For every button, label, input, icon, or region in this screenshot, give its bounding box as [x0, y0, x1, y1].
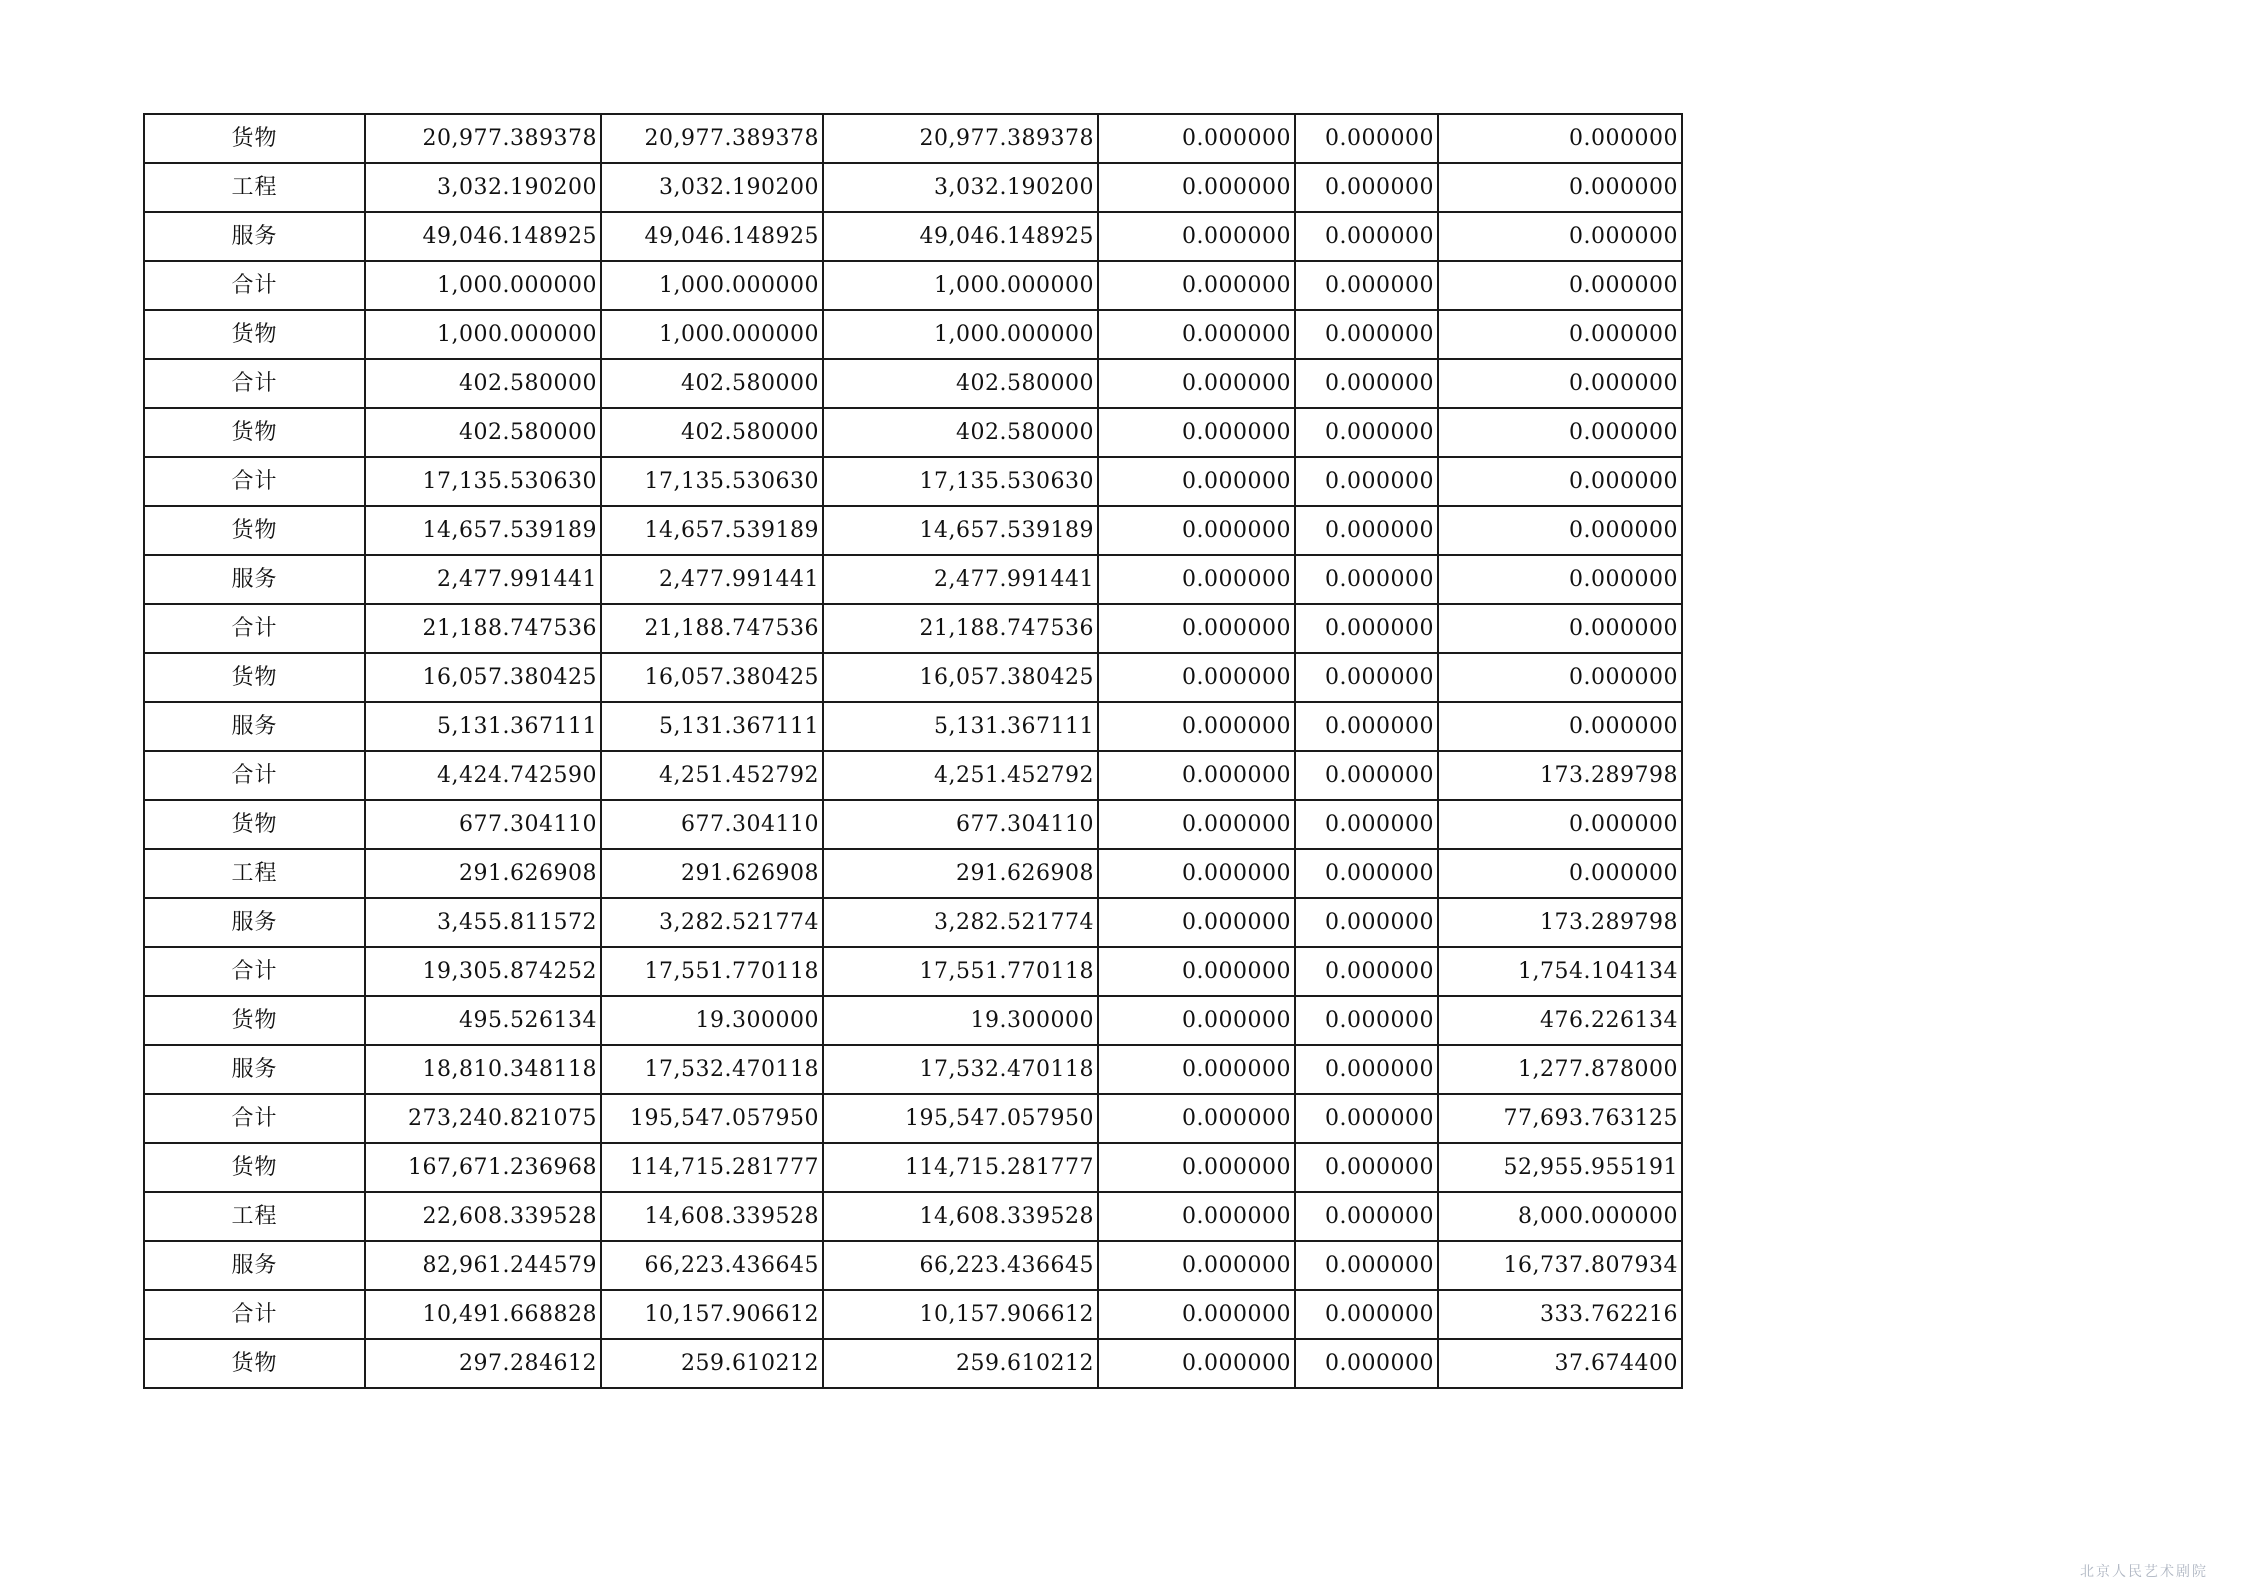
amount-cell: 495.526134 — [365, 996, 601, 1045]
table-row — [144, 1241, 1682, 1290]
amount-cell: 14,608.339528 — [823, 1192, 1098, 1241]
amount-cell: 77,693.763125 — [1438, 1094, 1682, 1143]
table-body — [144, 114, 1682, 1388]
amount-cell: 3,282.521774 — [823, 898, 1098, 947]
category-cell: 货物 — [144, 310, 365, 359]
amount-cell: 0.000000 — [1295, 1339, 1438, 1388]
category-cell: 货物 — [144, 1143, 365, 1192]
amount-cell: 14,657.539189 — [823, 506, 1098, 555]
amount-cell: 0.000000 — [1295, 800, 1438, 849]
amount-cell: 14,608.339528 — [601, 1192, 823, 1241]
amount-cell: 0.000000 — [1295, 898, 1438, 947]
table-row — [144, 1094, 1682, 1143]
amount-cell: 402.580000 — [823, 408, 1098, 457]
category-cell: 合计 — [144, 359, 365, 408]
category-cell: 货物 — [144, 506, 365, 555]
amount-cell: 0.000000 — [1295, 1241, 1438, 1290]
category-cell: 货物 — [144, 996, 365, 1045]
amount-cell: 0.000000 — [1098, 1045, 1295, 1094]
amount-cell: 17,532.470118 — [601, 1045, 823, 1094]
amount-cell: 16,737.807934 — [1438, 1241, 1682, 1290]
data-table-container — [143, 113, 1683, 1389]
amount-cell: 0.000000 — [1295, 702, 1438, 751]
category-cell: 工程 — [144, 1192, 365, 1241]
table-row — [144, 163, 1682, 212]
amount-cell: 2,477.991441 — [365, 555, 601, 604]
amount-cell: 0.000000 — [1098, 996, 1295, 1045]
category-cell: 服务 — [144, 555, 365, 604]
amount-cell: 0.000000 — [1438, 849, 1682, 898]
amount-cell: 17,135.530630 — [823, 457, 1098, 506]
amount-cell: 0.000000 — [1295, 506, 1438, 555]
table-row — [144, 114, 1682, 163]
table-row — [144, 212, 1682, 261]
category-cell: 合计 — [144, 751, 365, 800]
amount-cell: 21,188.747536 — [823, 604, 1098, 653]
amount-cell: 0.000000 — [1098, 359, 1295, 408]
amount-cell: 0.000000 — [1098, 898, 1295, 947]
amount-cell: 2,477.991441 — [823, 555, 1098, 604]
amount-cell: 1,000.000000 — [365, 261, 601, 310]
table-row — [144, 310, 1682, 359]
table-row — [144, 506, 1682, 555]
amount-cell: 1,754.104134 — [1438, 947, 1682, 996]
amount-cell: 0.000000 — [1438, 359, 1682, 408]
amount-cell: 677.304110 — [823, 800, 1098, 849]
amount-cell: 16,057.380425 — [823, 653, 1098, 702]
amount-cell: 20,977.389378 — [823, 114, 1098, 163]
amount-cell: 0.000000 — [1295, 947, 1438, 996]
amount-cell: 1,000.000000 — [823, 310, 1098, 359]
amount-cell: 3,032.190200 — [823, 163, 1098, 212]
amount-cell: 0.000000 — [1295, 163, 1438, 212]
amount-cell: 0.000000 — [1098, 114, 1295, 163]
amount-cell: 195,547.057950 — [823, 1094, 1098, 1143]
amount-cell: 21,188.747536 — [365, 604, 601, 653]
table-row — [144, 1192, 1682, 1241]
amount-cell: 297.284612 — [365, 1339, 601, 1388]
amount-cell: 0.000000 — [1295, 457, 1438, 506]
amount-cell: 173.289798 — [1438, 751, 1682, 800]
amount-cell: 0.000000 — [1438, 114, 1682, 163]
amount-cell: 0.000000 — [1295, 604, 1438, 653]
amount-cell: 0.000000 — [1295, 261, 1438, 310]
amount-cell: 0.000000 — [1295, 310, 1438, 359]
amount-cell: 21,188.747536 — [601, 604, 823, 653]
amount-cell: 0.000000 — [1098, 555, 1295, 604]
amount-cell: 5,131.367111 — [823, 702, 1098, 751]
amount-cell: 114,715.281777 — [601, 1143, 823, 1192]
category-cell: 工程 — [144, 849, 365, 898]
amount-cell: 0.000000 — [1295, 408, 1438, 457]
amount-cell: 49,046.148925 — [365, 212, 601, 261]
amount-cell: 4,424.742590 — [365, 751, 601, 800]
table-row — [144, 898, 1682, 947]
amount-cell: 173.289798 — [1438, 898, 1682, 947]
amount-cell: 37.674400 — [1438, 1339, 1682, 1388]
table-row — [144, 947, 1682, 996]
amount-cell: 19.300000 — [823, 996, 1098, 1045]
amount-cell: 0.000000 — [1098, 1143, 1295, 1192]
amount-cell: 0.000000 — [1295, 1192, 1438, 1241]
amount-cell: 66,223.436645 — [823, 1241, 1098, 1290]
amount-cell: 0.000000 — [1438, 555, 1682, 604]
category-cell: 货物 — [144, 653, 365, 702]
amount-cell: 16,057.380425 — [365, 653, 601, 702]
amount-cell: 0.000000 — [1098, 1094, 1295, 1143]
category-cell: 合计 — [144, 1094, 365, 1143]
amount-cell: 402.580000 — [601, 359, 823, 408]
amount-cell: 2,477.991441 — [601, 555, 823, 604]
category-cell: 服务 — [144, 212, 365, 261]
amount-cell: 22,608.339528 — [365, 1192, 601, 1241]
amount-cell: 677.304110 — [601, 800, 823, 849]
amount-cell: 259.610212 — [601, 1339, 823, 1388]
data-table — [143, 113, 1683, 1389]
amount-cell: 677.304110 — [365, 800, 601, 849]
amount-cell: 0.000000 — [1098, 457, 1295, 506]
amount-cell: 0.000000 — [1438, 310, 1682, 359]
amount-cell: 0.000000 — [1098, 506, 1295, 555]
amount-cell: 20,977.389378 — [365, 114, 601, 163]
table-row — [144, 604, 1682, 653]
amount-cell: 17,551.770118 — [823, 947, 1098, 996]
amount-cell: 8,000.000000 — [1438, 1192, 1682, 1241]
amount-cell: 0.000000 — [1098, 261, 1295, 310]
amount-cell: 0.000000 — [1438, 604, 1682, 653]
amount-cell: 5,131.367111 — [601, 702, 823, 751]
amount-cell: 0.000000 — [1295, 212, 1438, 261]
table-row — [144, 996, 1682, 1045]
amount-cell: 0.000000 — [1098, 310, 1295, 359]
table-row — [144, 1290, 1682, 1339]
amount-cell: 1,000.000000 — [823, 261, 1098, 310]
amount-cell: 0.000000 — [1098, 212, 1295, 261]
watermark-stamp: 北京人民艺术剧院 — [2080, 1564, 2208, 1580]
amount-cell: 10,491.668828 — [365, 1290, 601, 1339]
amount-cell: 17,135.530630 — [365, 457, 601, 506]
amount-cell: 0.000000 — [1438, 261, 1682, 310]
category-cell: 合计 — [144, 604, 365, 653]
amount-cell: 0.000000 — [1438, 457, 1682, 506]
amount-cell: 0.000000 — [1295, 996, 1438, 1045]
amount-cell: 82,961.244579 — [365, 1241, 601, 1290]
amount-cell: 3,032.190200 — [365, 163, 601, 212]
amount-cell: 0.000000 — [1295, 653, 1438, 702]
table-row — [144, 1045, 1682, 1094]
amount-cell: 0.000000 — [1295, 1094, 1438, 1143]
amount-cell: 195,547.057950 — [601, 1094, 823, 1143]
category-cell: 服务 — [144, 1045, 365, 1094]
amount-cell: 0.000000 — [1098, 849, 1295, 898]
category-cell: 货物 — [144, 1339, 365, 1388]
amount-cell: 0.000000 — [1098, 947, 1295, 996]
category-cell: 货物 — [144, 408, 365, 457]
amount-cell: 4,251.452792 — [601, 751, 823, 800]
amount-cell: 291.626908 — [823, 849, 1098, 898]
amount-cell: 14,657.539189 — [365, 506, 601, 555]
amount-cell: 0.000000 — [1098, 653, 1295, 702]
category-cell: 服务 — [144, 702, 365, 751]
amount-cell: 291.626908 — [601, 849, 823, 898]
amount-cell: 10,157.906612 — [823, 1290, 1098, 1339]
amount-cell: 4,251.452792 — [823, 751, 1098, 800]
category-cell: 工程 — [144, 163, 365, 212]
table-row — [144, 702, 1682, 751]
amount-cell: 14,657.539189 — [601, 506, 823, 555]
amount-cell: 0.000000 — [1295, 1143, 1438, 1192]
amount-cell: 402.580000 — [823, 359, 1098, 408]
amount-cell: 10,157.906612 — [601, 1290, 823, 1339]
amount-cell: 0.000000 — [1295, 1290, 1438, 1339]
amount-cell: 0.000000 — [1098, 604, 1295, 653]
table-row — [144, 849, 1682, 898]
amount-cell: 0.000000 — [1438, 702, 1682, 751]
amount-cell: 0.000000 — [1098, 1192, 1295, 1241]
table-row — [144, 1143, 1682, 1192]
amount-cell: 333.762216 — [1438, 1290, 1682, 1339]
amount-cell: 0.000000 — [1438, 163, 1682, 212]
amount-cell: 476.226134 — [1438, 996, 1682, 1045]
table-row — [144, 751, 1682, 800]
amount-cell: 1,000.000000 — [365, 310, 601, 359]
amount-cell: 18,810.348118 — [365, 1045, 601, 1094]
amount-cell: 402.580000 — [365, 359, 601, 408]
amount-cell: 0.000000 — [1438, 408, 1682, 457]
amount-cell: 3,282.521774 — [601, 898, 823, 947]
amount-cell: 0.000000 — [1438, 800, 1682, 849]
amount-cell: 0.000000 — [1438, 653, 1682, 702]
amount-cell: 0.000000 — [1295, 1045, 1438, 1094]
amount-cell: 66,223.436645 — [601, 1241, 823, 1290]
category-cell: 合计 — [144, 947, 365, 996]
table-row — [144, 555, 1682, 604]
amount-cell: 0.000000 — [1295, 114, 1438, 163]
amount-cell: 19.300000 — [601, 996, 823, 1045]
amount-cell: 0.000000 — [1098, 1339, 1295, 1388]
amount-cell: 0.000000 — [1098, 408, 1295, 457]
amount-cell: 17,532.470118 — [823, 1045, 1098, 1094]
amount-cell: 0.000000 — [1295, 849, 1438, 898]
category-cell: 服务 — [144, 898, 365, 947]
table-row — [144, 800, 1682, 849]
amount-cell: 16,057.380425 — [601, 653, 823, 702]
amount-cell: 0.000000 — [1295, 555, 1438, 604]
amount-cell: 114,715.281777 — [823, 1143, 1098, 1192]
amount-cell: 3,455.811572 — [365, 898, 601, 947]
table-row — [144, 457, 1682, 506]
amount-cell: 291.626908 — [365, 849, 601, 898]
amount-cell: 402.580000 — [601, 408, 823, 457]
amount-cell: 17,551.770118 — [601, 947, 823, 996]
amount-cell: 0.000000 — [1438, 212, 1682, 261]
amount-cell: 0.000000 — [1438, 506, 1682, 555]
amount-cell: 1,000.000000 — [601, 310, 823, 359]
amount-cell: 49,046.148925 — [601, 212, 823, 261]
amount-cell: 0.000000 — [1098, 163, 1295, 212]
amount-cell: 402.580000 — [365, 408, 601, 457]
category-cell: 货物 — [144, 800, 365, 849]
amount-cell: 20,977.389378 — [601, 114, 823, 163]
amount-cell: 0.000000 — [1098, 1241, 1295, 1290]
table-row — [144, 653, 1682, 702]
amount-cell: 167,671.236968 — [365, 1143, 601, 1192]
category-cell: 合计 — [144, 1290, 365, 1339]
amount-cell: 0.000000 — [1098, 751, 1295, 800]
amount-cell: 0.000000 — [1295, 751, 1438, 800]
table-row — [144, 261, 1682, 310]
amount-cell: 17,135.530630 — [601, 457, 823, 506]
category-cell: 合计 — [144, 261, 365, 310]
amount-cell: 0.000000 — [1098, 1290, 1295, 1339]
amount-cell: 1,277.878000 — [1438, 1045, 1682, 1094]
table-row — [144, 1339, 1682, 1388]
amount-cell: 0.000000 — [1295, 359, 1438, 408]
table-row — [144, 359, 1682, 408]
amount-cell: 0.000000 — [1098, 800, 1295, 849]
amount-cell: 19,305.874252 — [365, 947, 601, 996]
amount-cell: 5,131.367111 — [365, 702, 601, 751]
category-cell: 服务 — [144, 1241, 365, 1290]
amount-cell: 259.610212 — [823, 1339, 1098, 1388]
amount-cell: 52,955.955191 — [1438, 1143, 1682, 1192]
category-cell: 合计 — [144, 457, 365, 506]
amount-cell: 3,032.190200 — [601, 163, 823, 212]
table-row — [144, 408, 1682, 457]
amount-cell: 0.000000 — [1098, 702, 1295, 751]
category-cell: 货物 — [144, 114, 365, 163]
amount-cell: 49,046.148925 — [823, 212, 1098, 261]
amount-cell: 1,000.000000 — [601, 261, 823, 310]
amount-cell: 273,240.821075 — [365, 1094, 601, 1143]
